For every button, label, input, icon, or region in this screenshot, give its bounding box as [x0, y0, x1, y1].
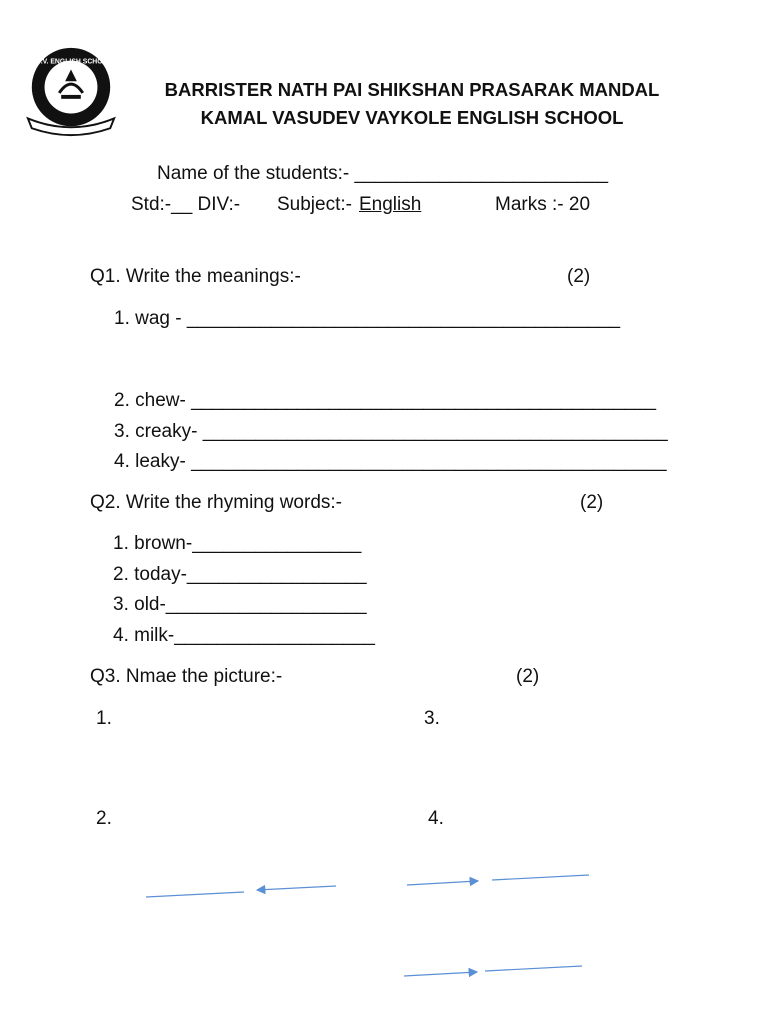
- q2-item: 4. milk-___________________: [113, 625, 375, 646]
- arrow-line: [146, 892, 244, 897]
- picture-label-1: 1.: [96, 708, 112, 729]
- q1-item: 1. wag - _________________________________________: [114, 308, 621, 329]
- arrow-line: [257, 886, 336, 890]
- q3-marks: (2): [516, 666, 540, 687]
- q1-marks: (2): [567, 266, 591, 287]
- marks-total: Marks :- 20: [495, 194, 591, 215]
- header-line-2: KAMAL VASUDEV VAYKOLE ENGLISH SCHOOL: [200, 107, 624, 128]
- q2-item: 1. brown-________________: [113, 533, 362, 554]
- arrow-line: [485, 966, 582, 971]
- subject-label: Subject:-: [277, 194, 352, 215]
- subject-value: English: [359, 194, 422, 215]
- picture-label-4: 4.: [428, 808, 444, 829]
- q3-title: Q3. Nmae the picture:-: [90, 666, 283, 687]
- header-line-1: BARRISTER NATH PAI SHIKSHAN PRASARAK MANDAL: [164, 79, 660, 100]
- q2-title: Q2. Write the rhyming words:-: [90, 492, 343, 513]
- q1-item: 2. chew- ____________________________________________: [114, 390, 657, 411]
- student-name-field: Name of the students:- ________________________: [157, 163, 609, 184]
- q2-item: 3. old-___________________: [113, 594, 367, 615]
- std-div-field: Std:-__ DIV:-: [131, 194, 241, 215]
- q2-marks: (2): [580, 492, 604, 513]
- q2-item: 2. today-_________________: [113, 564, 367, 585]
- arrow-line: [407, 881, 478, 885]
- svg-text:K.V.V. ENGLISH SCHOOL: K.V.V. ENGLISH SCHOOL: [29, 58, 113, 66]
- arrow-line: [492, 875, 589, 880]
- q1-item: 4. leaky- _____________________________________________: [114, 451, 667, 472]
- picture-label-2: 2.: [96, 808, 112, 829]
- arrow-line: [404, 972, 477, 976]
- q1-item: 3. creaky- ____________________________________________: [114, 421, 668, 442]
- picture-label-3: 3.: [424, 708, 440, 729]
- q1-title: Q1. Write the meanings:-: [90, 266, 301, 287]
